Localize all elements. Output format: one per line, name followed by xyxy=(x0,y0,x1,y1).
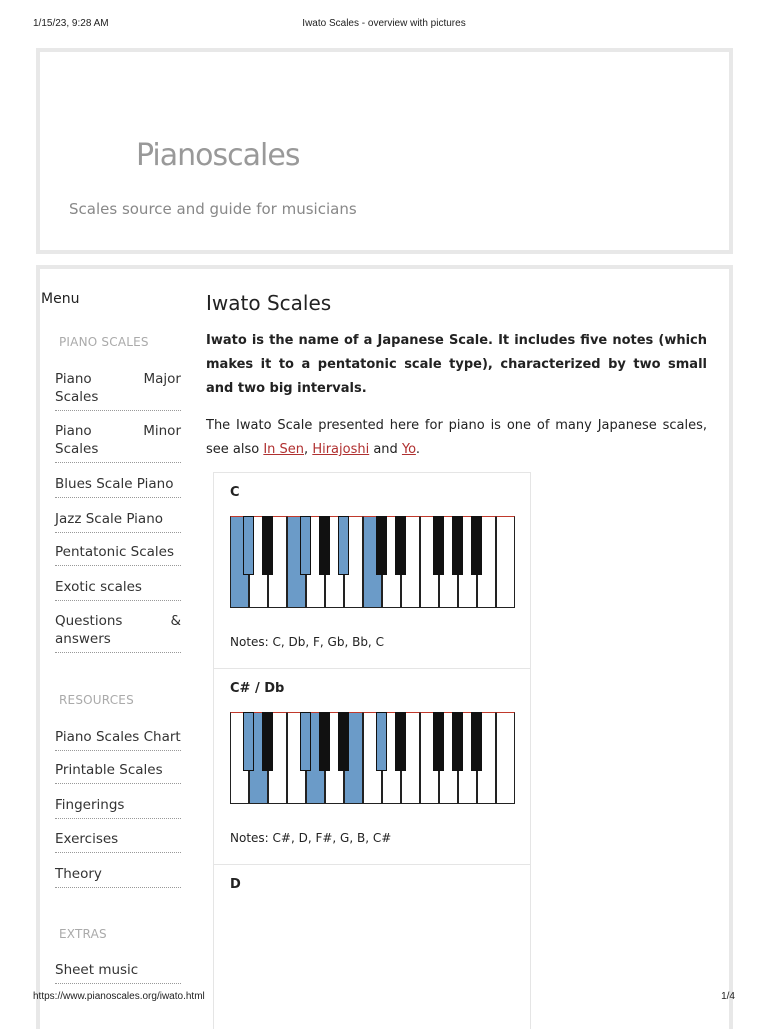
black-key xyxy=(452,712,463,771)
print-title: Iwato Scales - overview with pictures xyxy=(302,18,466,29)
site-tagline: Scales source and guide for musicians xyxy=(69,200,357,218)
sidebar-item-jazz-scale-piano[interactable]: Jazz Scale Piano xyxy=(55,510,181,533)
black-key xyxy=(300,516,311,575)
link-yo[interactable]: Yo xyxy=(401,442,416,457)
black-key xyxy=(433,516,444,575)
lead-paragraph: Iwato is the name of a Japanese Scale. It includes five notes (which makes it to a pentatonic scale type), characterized by two small and two big intervals. xyxy=(206,333,707,396)
logo-scales: scales xyxy=(212,138,300,173)
sidebar-item-theory[interactable]: Theory xyxy=(55,865,181,888)
sidebar-item-pentatonic-scales[interactable]: Pentatonic Scales xyxy=(55,543,181,566)
sidebar-item-piano-minor-scales[interactable]: Piano Minor Scales xyxy=(55,422,181,463)
black-key xyxy=(471,516,482,575)
scale-key: D xyxy=(230,877,241,892)
black-key xyxy=(300,712,311,771)
scale-notes: Notes: C#, D, F#, G, B, C# xyxy=(230,831,392,845)
print-footer xyxy=(0,991,768,1005)
menu-label[interactable]: Menu xyxy=(41,291,80,307)
scale-card-c-sharp xyxy=(213,668,531,864)
print-header xyxy=(0,18,768,32)
print-date: 1/15/23, 9:28 AM xyxy=(33,18,109,29)
site-header xyxy=(36,48,733,254)
site-logo[interactable] xyxy=(136,138,299,173)
sidebar-item-printable-scales[interactable]: Printable Scales xyxy=(55,761,181,784)
scale-card-c xyxy=(213,472,531,668)
intro-text: The Iwato Scale presented here for piano is one of many Japanese scales, see also xyxy=(206,418,707,457)
sidebar-item-blues-scale-piano[interactable]: Blues Scale Piano xyxy=(55,475,181,498)
black-key xyxy=(262,712,273,771)
sidebar-item-piano-scales-chart[interactable]: Piano Scales Chart xyxy=(55,728,181,751)
intro-sep-1: , xyxy=(304,442,313,457)
black-key xyxy=(243,712,254,771)
content-area xyxy=(36,265,733,1029)
sidebar-heading-extras: EXTRAS xyxy=(59,927,107,941)
sidebar-heading-resources: RESOURCES xyxy=(59,693,134,707)
black-key xyxy=(376,712,387,771)
black-key xyxy=(471,712,482,771)
scale-notes: Notes: C, Db, F, Gb, Bb, C xyxy=(230,635,384,649)
black-key xyxy=(338,516,349,575)
black-key xyxy=(452,516,463,575)
black-key xyxy=(338,712,349,771)
scale-key: C# / Db xyxy=(230,681,285,696)
sidebar-item-piano-major-scales[interactable]: Piano Major Scales xyxy=(55,370,181,411)
sidebar-heading-piano-scales: PIANO SCALES xyxy=(59,335,149,349)
black-key xyxy=(395,516,406,575)
link-in-sen[interactable]: In Sen xyxy=(263,442,305,457)
sidebar-item-exercises[interactable]: Exercises xyxy=(55,830,181,853)
intro-sep-2: and xyxy=(369,442,402,457)
scale-key: C xyxy=(230,485,240,500)
piano-keyboard xyxy=(230,712,514,805)
sidebar-item-sheet-music[interactable]: Sheet music xyxy=(55,961,181,984)
white-key xyxy=(496,712,515,804)
black-key xyxy=(262,516,273,575)
logo-piano: Piano xyxy=(136,138,213,173)
black-key xyxy=(243,516,254,575)
black-key xyxy=(433,712,444,771)
page-title: Iwato Scales xyxy=(206,291,332,315)
black-key xyxy=(376,516,387,575)
intro-paragraph xyxy=(206,414,707,462)
black-key xyxy=(395,712,406,771)
white-key xyxy=(496,516,515,608)
link-hirajoshi[interactable]: Hirajoshi xyxy=(312,442,370,457)
intro-end: . xyxy=(415,442,421,457)
sidebar-item-fingerings[interactable]: Fingerings xyxy=(55,796,181,819)
black-key xyxy=(319,712,330,771)
black-key xyxy=(319,516,330,575)
sidebar-item-questions-answers[interactable]: Questions & answers xyxy=(55,612,181,653)
sidebar-item-exotic-scales[interactable]: Exotic scales xyxy=(55,578,181,601)
piano-keyboard xyxy=(230,516,514,609)
print-page-number: 1/4 xyxy=(721,991,735,1002)
print-url: https://www.pianoscales.org/iwato.html xyxy=(33,991,205,1002)
